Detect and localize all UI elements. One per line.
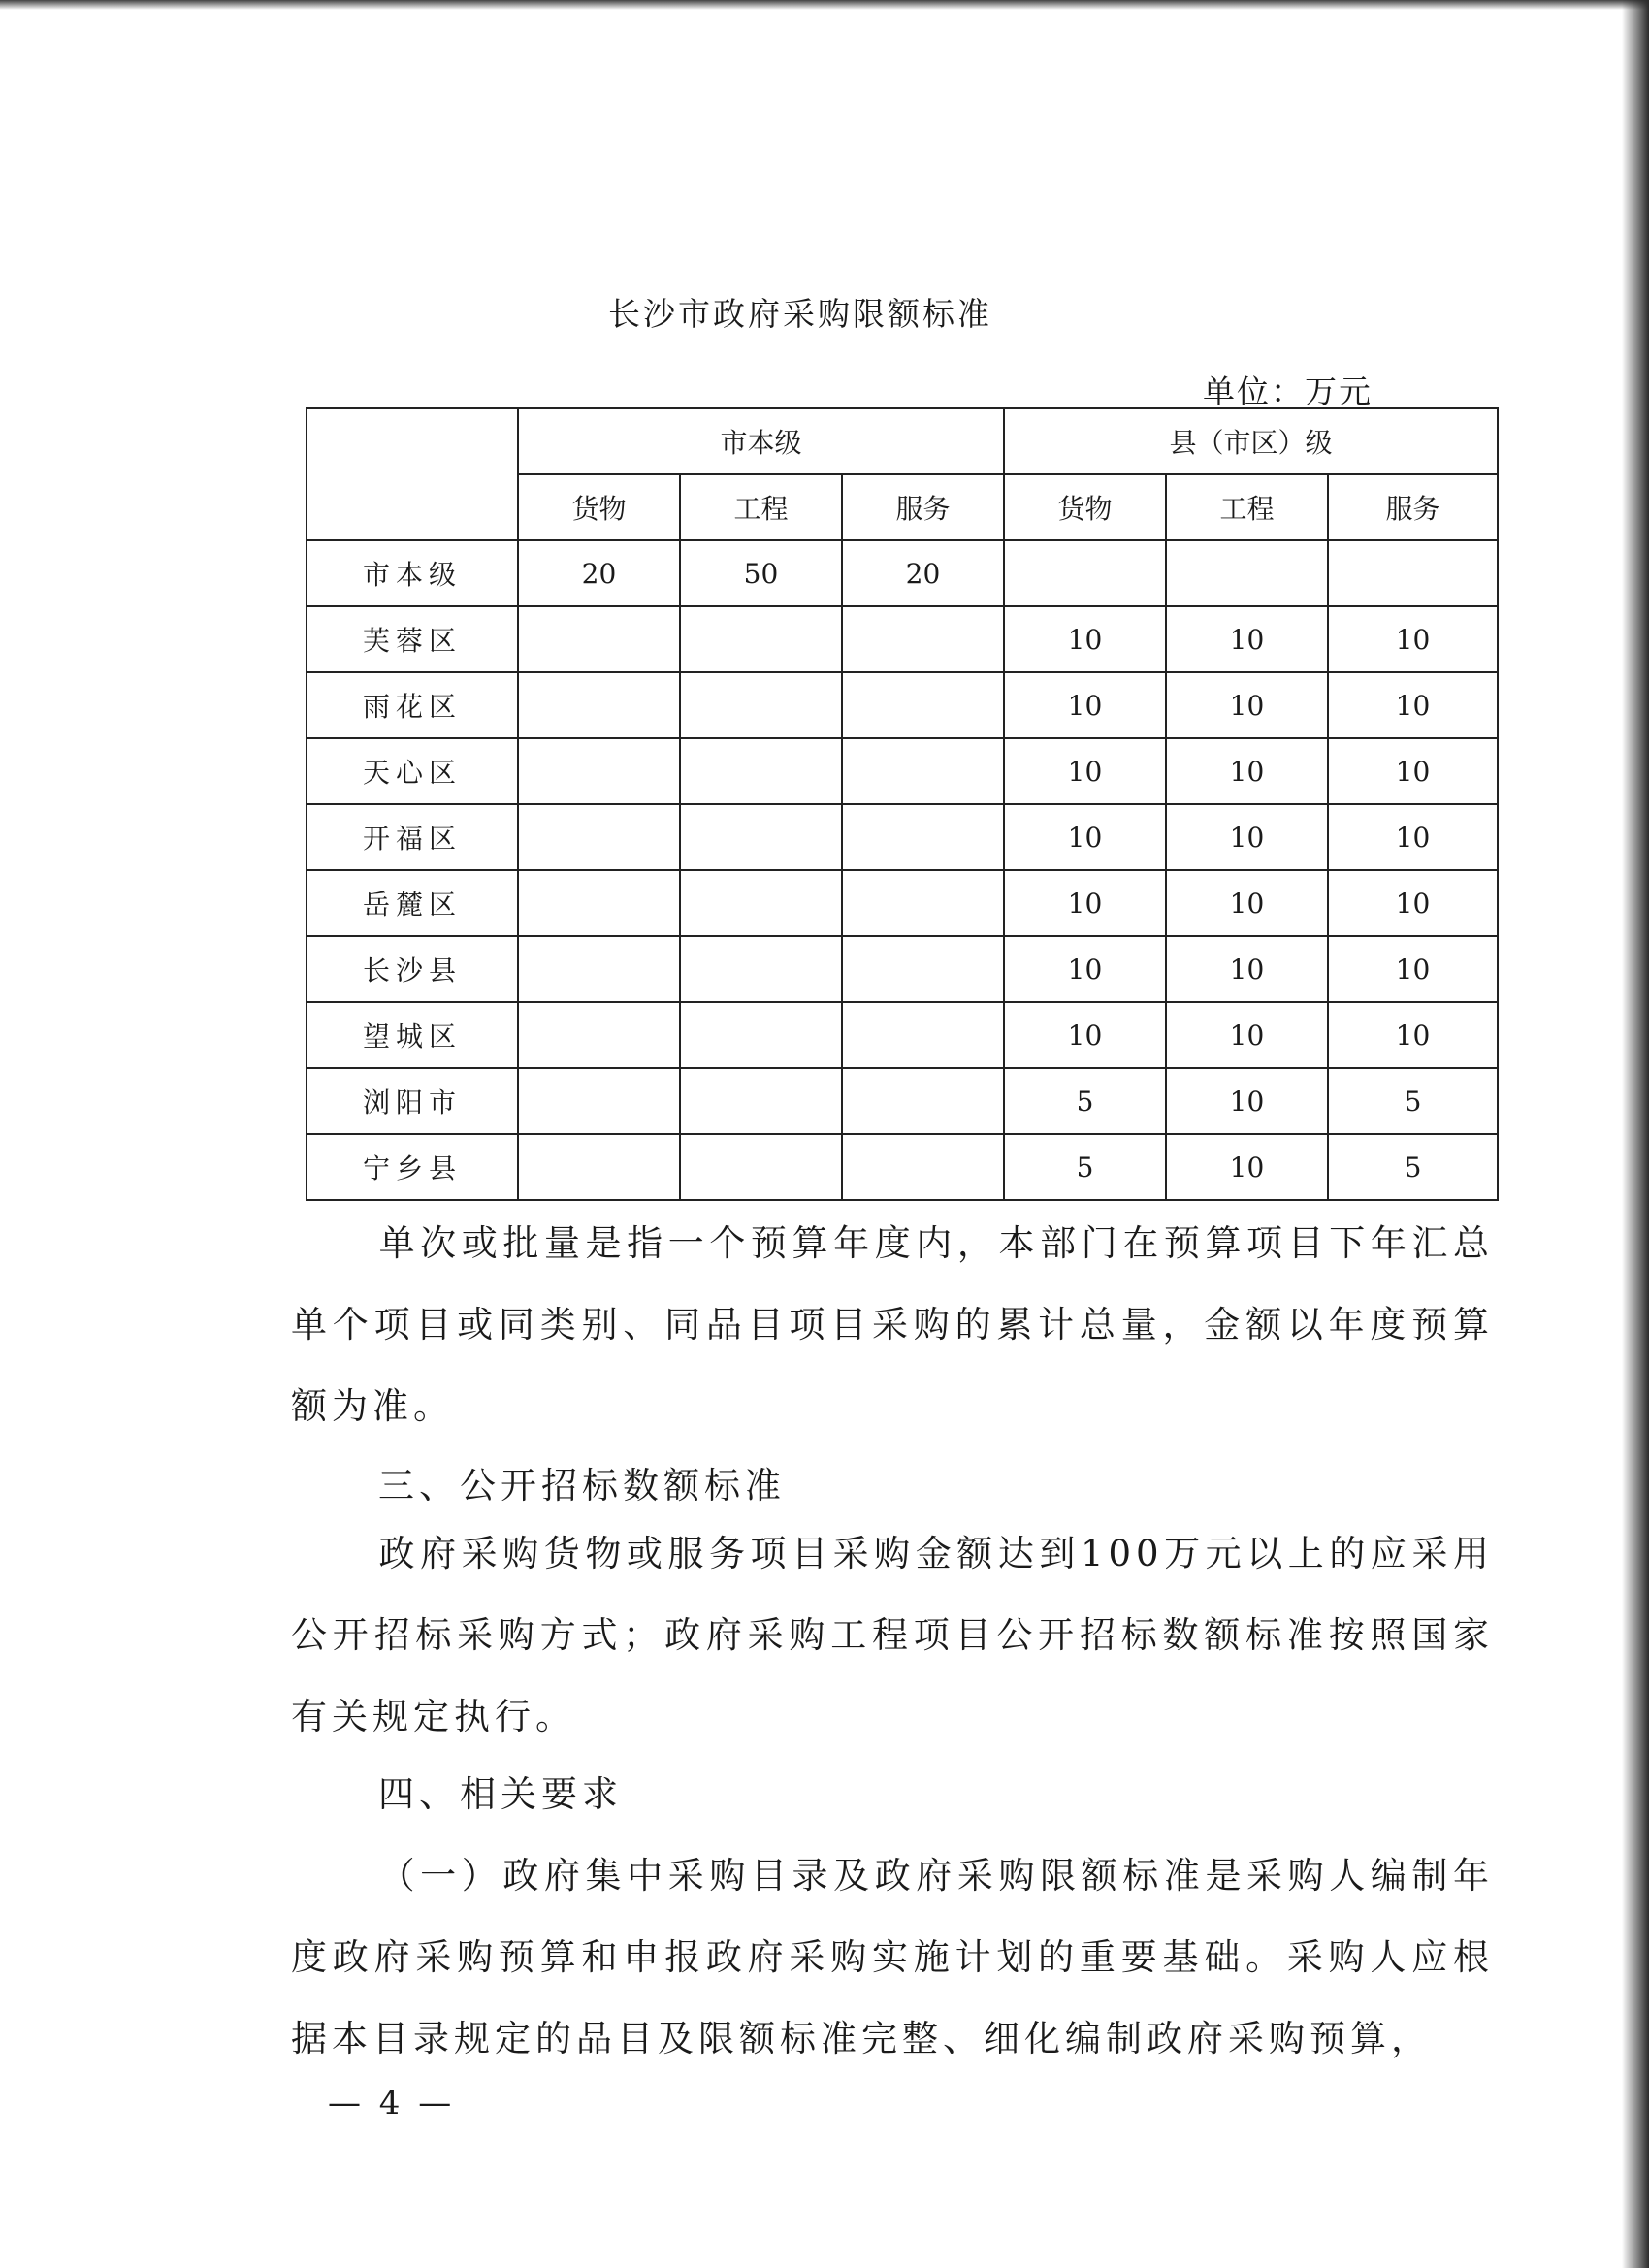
table-cell: 5 (1328, 1134, 1498, 1200)
table-row (307, 1134, 1498, 1200)
table-cell: 10 (1166, 738, 1328, 804)
table-cell: 10 (1166, 1002, 1328, 1068)
table-cell (842, 870, 1004, 936)
table-row (307, 870, 1498, 936)
row-region-name: 开福区 (307, 804, 518, 870)
table-cell (680, 1002, 842, 1068)
table-cell: 50 (680, 540, 842, 606)
table-row (307, 1068, 1498, 1134)
limits-table (306, 407, 1499, 1201)
sub-header-services: 服务 (1328, 474, 1498, 540)
table-cell: 10 (1004, 804, 1166, 870)
table-row (307, 804, 1498, 870)
heading-text: 三、公开招标数额标准 (378, 1465, 786, 1507)
table-group-header-row (307, 408, 1498, 474)
table-cell: 10 (1166, 1134, 1328, 1200)
table-cell (680, 672, 842, 738)
table-cell (842, 936, 1004, 1002)
table-cell (842, 804, 1004, 870)
table-row (307, 672, 1498, 738)
table-cell: 5 (1328, 1068, 1498, 1134)
row-region-name: 天心区 (307, 738, 518, 804)
table-cell: 5 (1004, 1068, 1166, 1134)
table-cell (518, 1068, 680, 1134)
row-region-name: 雨花区 (307, 672, 518, 738)
group-header-city-level: 市本级 (518, 408, 1004, 474)
sub-header-works: 工程 (680, 474, 842, 540)
table-cell (518, 936, 680, 1002)
paragraph-batch-definition (291, 1203, 1494, 1447)
table-cell: 10 (1328, 672, 1498, 738)
table-cell (680, 936, 842, 1002)
table-cell: 10 (1166, 936, 1328, 1002)
table-cell (518, 804, 680, 870)
table-cell: 10 (1328, 1002, 1498, 1068)
table-cell (1004, 540, 1166, 606)
sub-header-goods: 货物 (518, 474, 680, 540)
row-region-name: 岳麓区 (307, 870, 518, 936)
table-cell (680, 804, 842, 870)
table-cell (842, 606, 1004, 672)
table-cell (680, 1134, 842, 1200)
table-cell (842, 672, 1004, 738)
row-region-name: 芙蓉区 (307, 606, 518, 672)
row-region-name: 浏阳市 (307, 1068, 518, 1134)
table-cell: 10 (1004, 738, 1166, 804)
table-cell: 20 (518, 540, 680, 606)
paragraph-requirement-one (291, 1835, 1494, 2080)
paragraph-text: （一）政府集中采购目录及政府采购限额标准是采购人编制年度政府采购预算和申报政府采购实施计划的重要基础。采购人应根据本目录规定的品目及限额标准完整、细化编制政府采购预算， (291, 1855, 1494, 2059)
table-cell (680, 1068, 842, 1134)
sub-header-services: 服务 (842, 474, 1004, 540)
table-cell (518, 738, 680, 804)
page-number: — 4 — (328, 2084, 456, 2122)
table-cell (518, 870, 680, 936)
paragraph-public-tender-rule (291, 1513, 1494, 1758)
group-header-county-level: 县（市区）级 (1004, 408, 1498, 474)
table-cell: 5 (1004, 1134, 1166, 1200)
table-cell (518, 1002, 680, 1068)
table-cell: 10 (1166, 804, 1328, 870)
paragraph-text: 单次或批量是指一个预算年度内，本部门在预算项目下年汇总单个项目或同类别、同品目项目采购的累计总量，金额以年度预算额为准。 (291, 1222, 1494, 1427)
table-cell: 10 (1166, 606, 1328, 672)
scan-edge-top (0, 0, 1649, 10)
table-row (307, 738, 1498, 804)
row-region-name: 望城区 (307, 1002, 518, 1068)
table-cell (680, 870, 842, 936)
paragraph-text: 政府采购货物或服务项目采购金额达到100万元以上的应采用公开招标采购方式；政府采购工程项目公开招标数额标准按照国家有关规定执行。 (291, 1533, 1494, 1737)
table-cell (842, 1002, 1004, 1068)
table-cell: 10 (1328, 606, 1498, 672)
table-cell (518, 1134, 680, 1200)
table-row (307, 540, 1498, 606)
table-cell (1328, 540, 1498, 606)
table-row (307, 606, 1498, 672)
table-cell (842, 1068, 1004, 1134)
table-cell: 10 (1004, 606, 1166, 672)
scan-edge-right (1622, 0, 1649, 2268)
heading-related-requirements (291, 1754, 1494, 1835)
table-cell (842, 738, 1004, 804)
table-cell (1166, 540, 1328, 606)
unit-label: 单位：万元 (1203, 373, 1373, 410)
table-cell (680, 606, 842, 672)
row-region-name: 市本级 (307, 540, 518, 606)
table-cell: 10 (1004, 1002, 1166, 1068)
table-cell: 10 (1004, 936, 1166, 1002)
table-cell (518, 606, 680, 672)
table-cell: 10 (1004, 870, 1166, 936)
table-row (307, 936, 1498, 1002)
table-cell: 10 (1166, 1068, 1328, 1134)
table-cell: 10 (1004, 672, 1166, 738)
table-cell (842, 1134, 1004, 1200)
row-region-name: 长沙县 (307, 936, 518, 1002)
table-corner-cell (307, 408, 518, 540)
table-cell: 10 (1328, 804, 1498, 870)
sub-header-goods: 货物 (1004, 474, 1166, 540)
table-cell: 10 (1166, 870, 1328, 936)
table-cell: 10 (1166, 672, 1328, 738)
table-cell: 10 (1328, 936, 1498, 1002)
table-title: 长沙市政府采购限额标准 (608, 295, 992, 333)
table-row (307, 1002, 1498, 1068)
table-cell: 10 (1328, 870, 1498, 936)
table-cell (518, 672, 680, 738)
heading-text: 四、相关要求 (378, 1773, 623, 1815)
sub-header-works: 工程 (1166, 474, 1328, 540)
table-cell (680, 738, 842, 804)
row-region-name: 宁乡县 (307, 1134, 518, 1200)
table-cell: 10 (1328, 738, 1498, 804)
table-cell: 20 (842, 540, 1004, 606)
